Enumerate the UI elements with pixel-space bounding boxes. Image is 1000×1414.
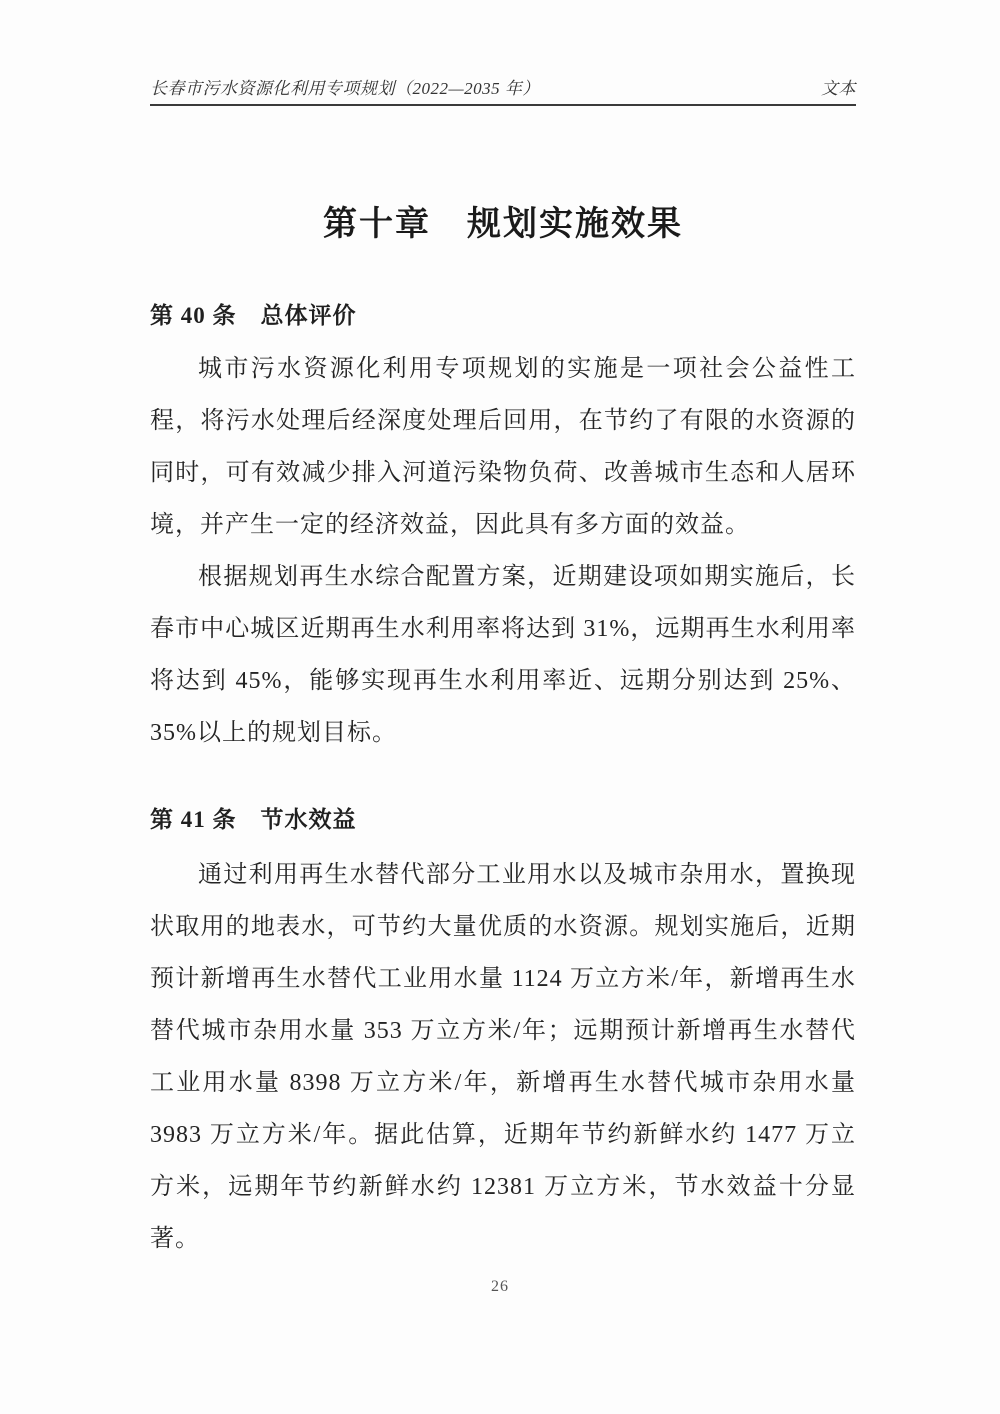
header-doc-type-label: 文本 — [821, 79, 856, 98]
paragraph: 通过利用再生水替代部分工业用水以及城市杂用水，置换现状取用的地表水，可节约大量优质的水资源。规划实施后，近期预计新增再生水替代工业用水量 1124 万立方米/年，新增再生水替代城市杂用水量 353 万立方米/年；远期预计新增再生水替代工业用水量 8398 万立方米/年，新增再生水替代城市杂用水量 3983 万立方米/年。据此估算，近期年节约新鲜水约 1477 万立方米，远期年节约新鲜水约 12381 万立方米，节水效益十分显著。 — [150, 862, 856, 1252]
running-header — [150, 0, 856, 106]
article-heading-40: 第 40 条 总体评价 — [150, 303, 357, 328]
page-content — [0, 196, 1000, 1265]
header-document-title: 长春市污水资源化利用专项规划（2022—2035 年） — [150, 79, 540, 98]
chapter-title: 第十章 规划实施效果 — [323, 205, 683, 243]
page-footer — [0, 1278, 1000, 1296]
page-number: 26 — [491, 1278, 509, 1295]
paragraph: 城市污水资源化利用专项规划的实施是一项社会公益性工程，将污水处理后经深度处理后回用，在节约了有限的水资源的同时，可有效减少排入河道污染物负荷、改善城市生态和人居环境，并产生一定的经济效益，因此具有多方面的效益。 — [150, 356, 856, 538]
paragraph: 根据规划再生水综合配置方案，近期建设项如期实施后，长春市中心城区近期再生水利用率将达到 31%，远期再生水利用率将达到 45%，能够实现再生水利用率近、远期分别达到 25%、35%以上的规划目标。 — [150, 564, 856, 746]
article-heading-41: 第 41 条 节水效益 — [150, 807, 357, 832]
